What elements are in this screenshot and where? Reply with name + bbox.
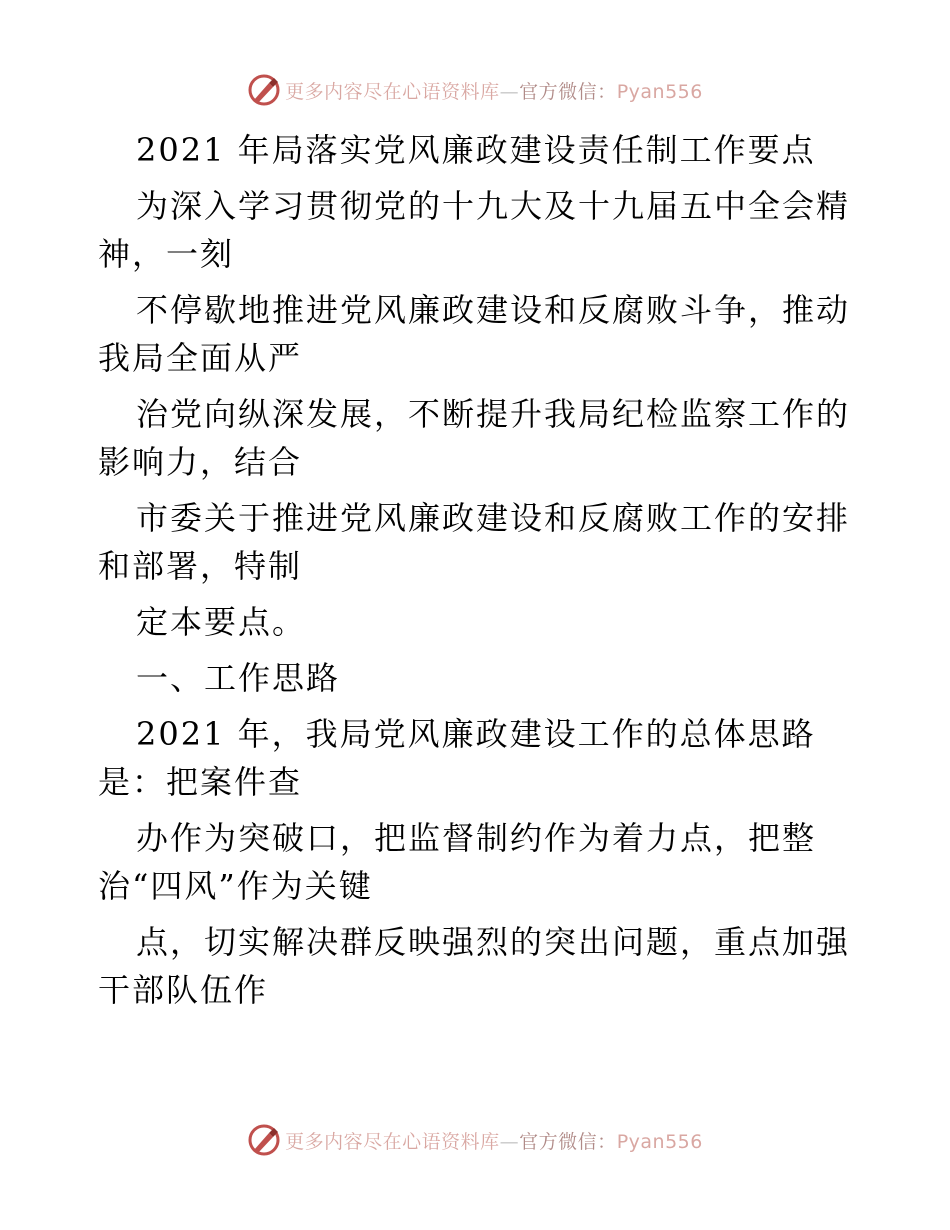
document-title: 2021 年局落实党风廉政建设责任制工作要点 [136,131,816,169]
paragraph-line: 定本要点。 [136,603,307,641]
watermark-wechat-id: Pyan556 [616,1130,703,1153]
watermark-wechat-label: 官方微信： [519,80,617,103]
paragraph-line: 点，切实解决群反映强烈的突出问题，重点加强 [136,923,851,961]
pen-circle-logo-icon [247,73,281,107]
watermark-wechat-label: 官方微信： [519,1130,617,1153]
watermark-wechat-id: Pyan556 [616,80,703,103]
paragraph-line: 和部署，特制 [98,547,303,585]
paragraph-line: 为深入学习贯彻党的十九大及十九届五中全会精 [136,187,851,225]
footer-watermark [0,1120,950,1160]
paragraph-line: 不停歇地推进党风廉政建设和反腐败斗争，推动 [136,291,851,329]
paragraph-line: 市委关于推进党风廉政建设和反腐败工作的安排 [136,499,851,537]
watermark-main-text: 更多内容尽在心语资料库 [285,80,500,103]
paragraph-line: 治“四风”作为关键 [98,867,373,905]
paragraph-line: 影响力，结合 [98,443,303,481]
watermark-separator: — [499,80,520,103]
section-heading: 一、工作思路 [136,659,341,697]
watermark-main-text: 更多内容尽在心语资料库 [285,1130,500,1153]
header-watermark [0,70,950,110]
paragraph-line: 治党向纵深发展，不断提升我局纪检监察工作的 [136,395,851,433]
pen-circle-logo-icon [247,1123,281,1157]
document-body [98,122,858,1018]
paragraph-line: 神，一刻 [98,235,235,273]
paragraph-line: 2021 年，我局党风廉政建设工作的总体思路 [136,715,816,753]
watermark-separator: — [499,1130,520,1153]
paragraph-line: 办作为突破口，把监督制约作为着力点，把整 [136,819,817,857]
paragraph-line: 我局全面从严 [98,339,303,377]
paragraph-line: 是：把案件查 [98,763,303,801]
paragraph-line: 干部队伍作 [98,971,269,1009]
